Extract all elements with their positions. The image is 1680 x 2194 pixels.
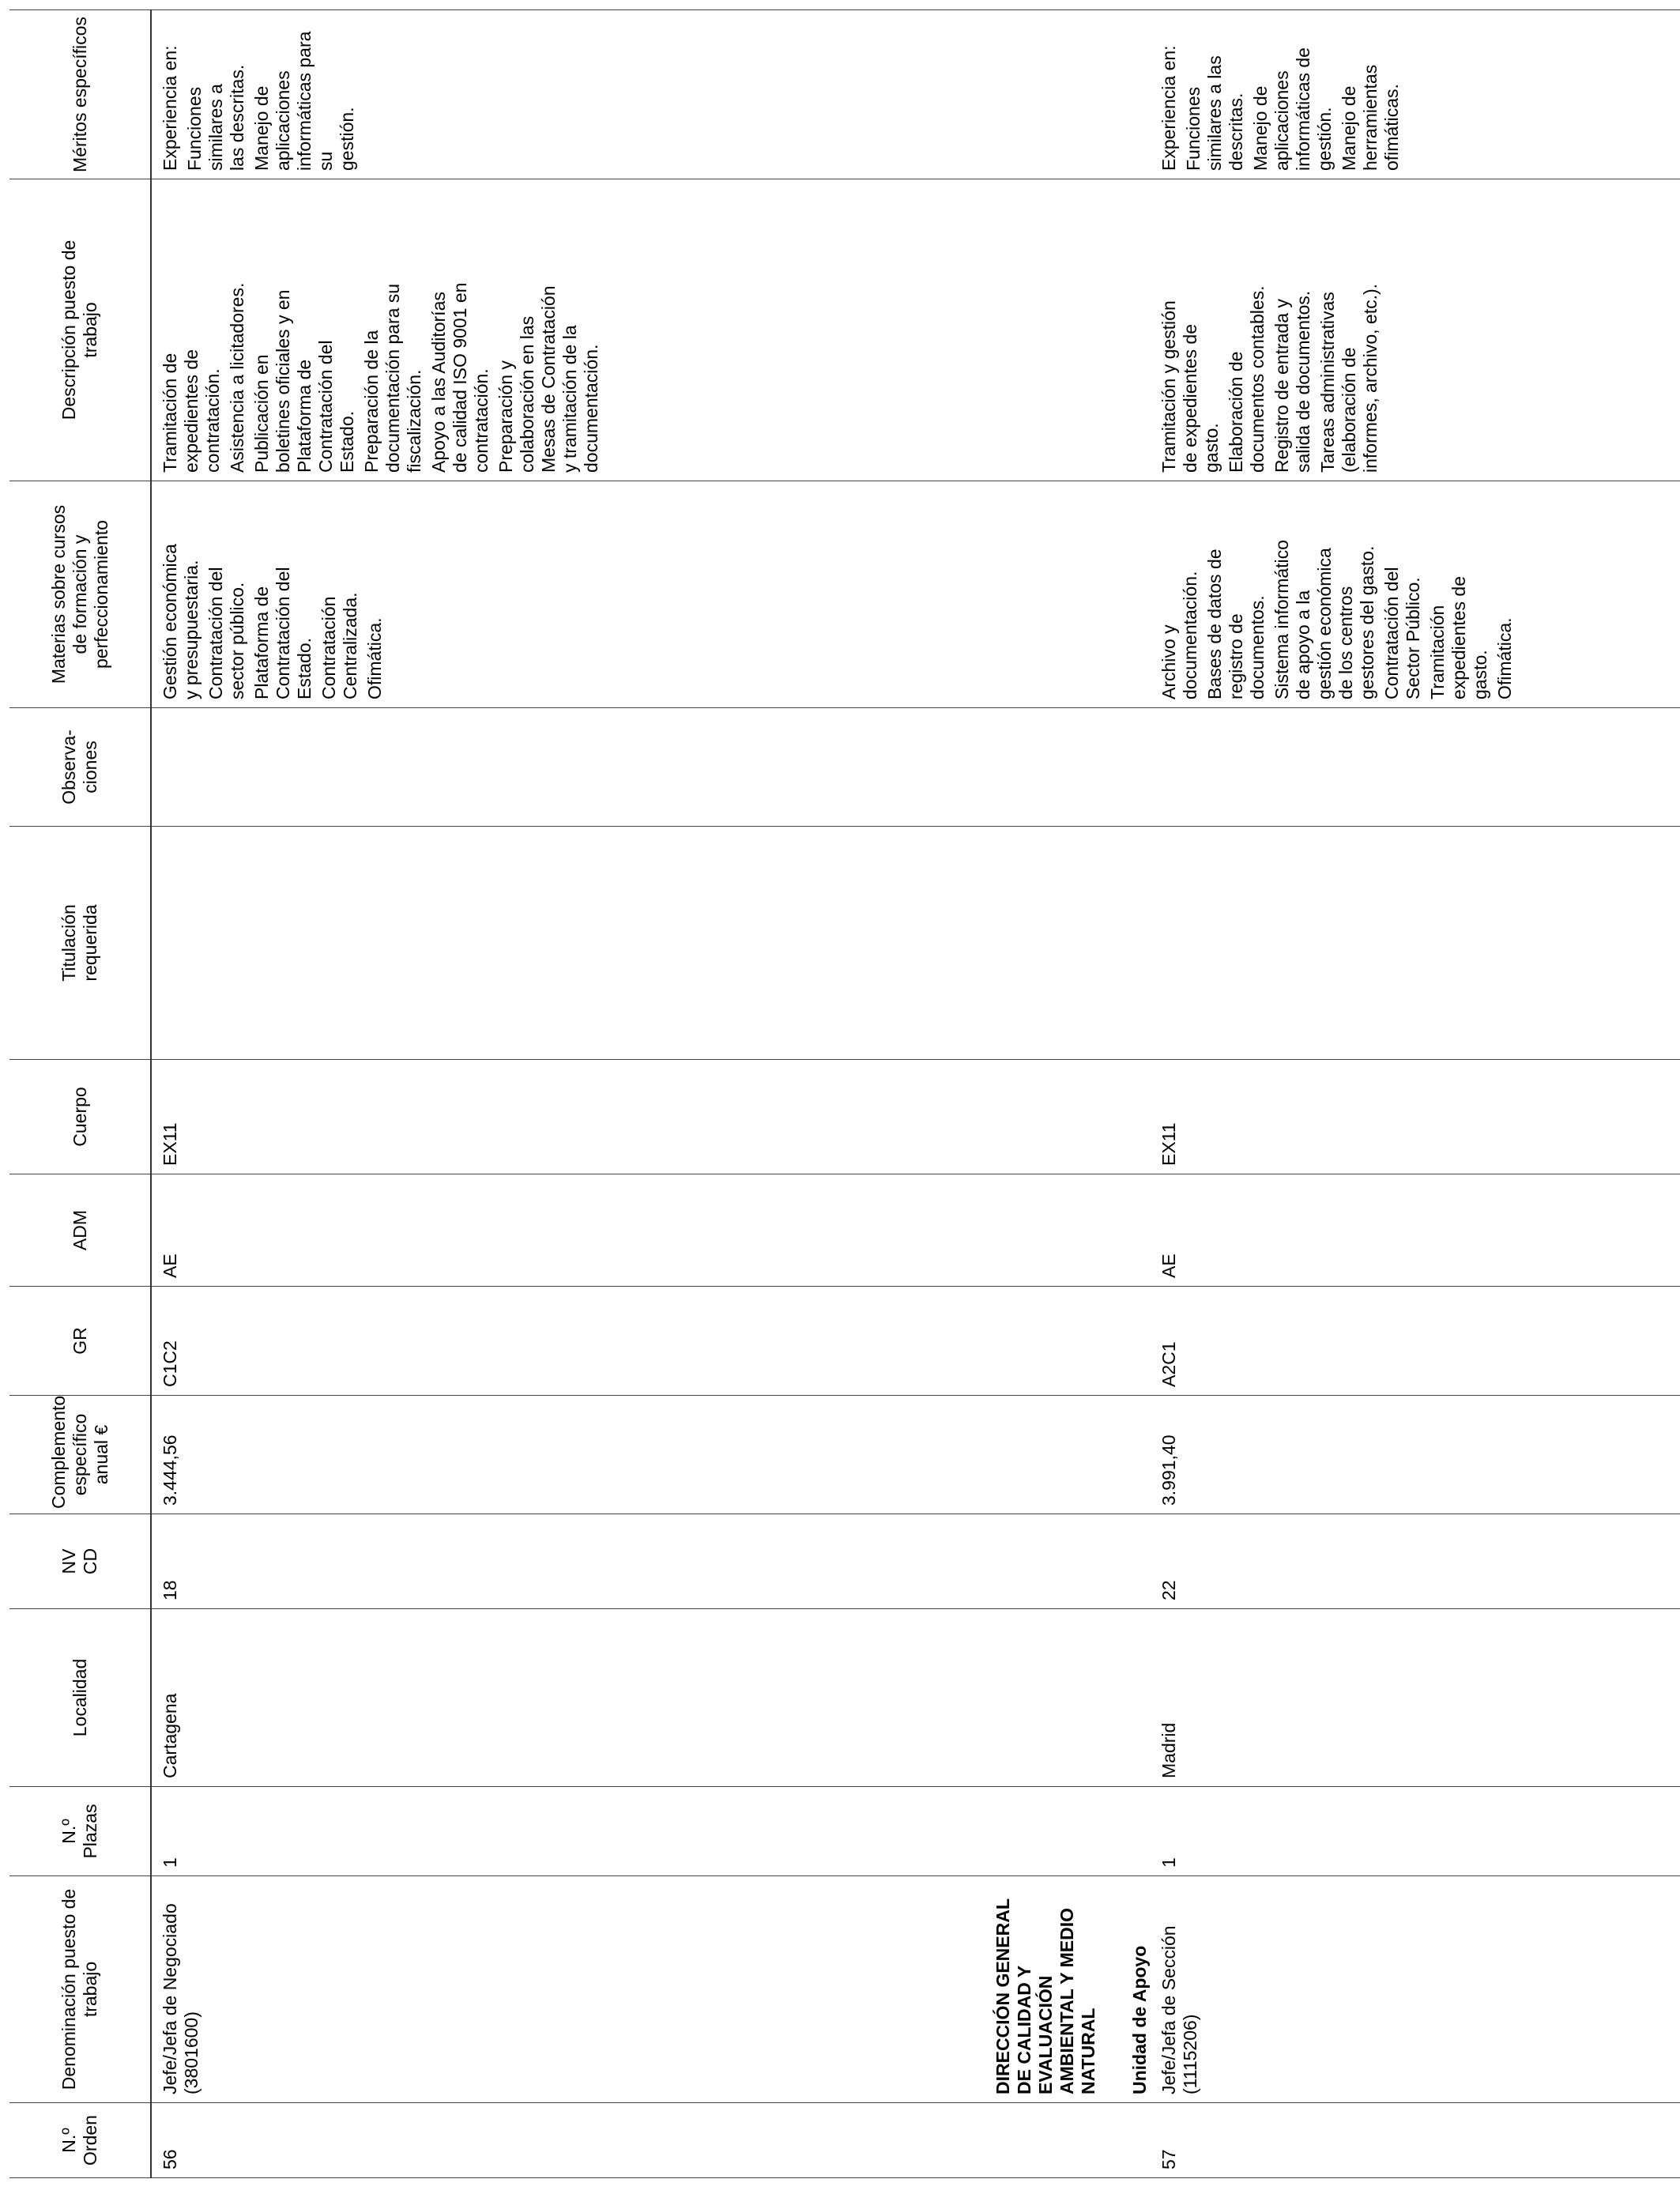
text-line: Materias sobre cursos [47, 504, 69, 684]
text-line: Ofimática. [364, 617, 385, 699]
list-item [251, 187, 358, 473]
text-line: gestores del gasto. [1357, 545, 1377, 699]
cell-orden: 56 [151, 2103, 985, 2178]
text-line: descritas. [1226, 92, 1246, 171]
text-line: N.º [58, 2128, 79, 2153]
text-line: Plazas [80, 1804, 100, 1859]
cell-denominacion [151, 1876, 985, 2103]
cell-descripcion [1151, 179, 1680, 481]
header-nivel [9, 1514, 151, 1609]
cell-observaciones [151, 708, 985, 827]
text-line: Apoyo a las Auditorías [428, 292, 449, 473]
list-item [1494, 489, 1516, 699]
text-line: Jefe/Jefa de Sección [1158, 1925, 1179, 2094]
header-cuerpo [9, 1060, 151, 1174]
table-row [1151, 10, 1680, 2178]
header-complemento [9, 1396, 151, 1514]
table-row [151, 10, 985, 2178]
text-line: Ofimática. [1494, 617, 1515, 699]
text-line: Denominación puesto de [58, 1888, 79, 2090]
text-line: ofimáticas. [1381, 84, 1402, 171]
text-line: documentación para su [382, 283, 403, 473]
cell-titulacion [1151, 827, 1680, 1060]
list-item [160, 18, 181, 171]
text-line: boletines oficiales y en [273, 289, 293, 473]
list-item [428, 187, 492, 473]
text-line: NV [58, 1548, 79, 1574]
cell-nivel: 18 [151, 1514, 985, 1609]
text-line: y presupuestaria. [181, 560, 202, 699]
text-line: documentación. [1180, 571, 1200, 699]
header-localidad [9, 1609, 151, 1787]
list-item [251, 18, 358, 171]
text-line: Méritos específicos [69, 17, 90, 172]
text-line: Manejo de aplicaciones [1250, 70, 1292, 171]
text-line: Complemento [47, 1395, 69, 1509]
text-line: Funciones similares a las [1183, 55, 1225, 171]
text-line: Funciones similares a [184, 84, 226, 171]
text-line: informáticas de gestión. [1293, 47, 1335, 171]
text-line: Archivo y [1158, 624, 1179, 699]
list-item [1317, 187, 1381, 473]
cell-localidad: Cartagena [151, 1609, 985, 1787]
text-line: Experiencia en: [1158, 45, 1179, 171]
list-item [1158, 18, 1180, 171]
header-orden [9, 2103, 151, 2178]
header-denominacion [9, 1876, 151, 2103]
text-line: Preparación y [495, 360, 516, 473]
cell-complemento: 3.444,56 [151, 1396, 985, 1514]
text-line: documentos contables. [1247, 285, 1268, 473]
cell-materias [1151, 481, 1680, 708]
text-line: Experiencia en: [160, 45, 180, 171]
text-line: Plataforma de [251, 586, 272, 699]
cell-denominacion [1151, 1876, 1680, 2103]
cell-plazas: 1 [1151, 1787, 1680, 1876]
text-line: gasto. [1470, 650, 1490, 699]
cell-meritos [1151, 10, 1680, 179]
list-item [205, 489, 248, 699]
text-line: Contratación del [1381, 567, 1402, 699]
text-line: DIRECCIÓN GENERAL [993, 1898, 1013, 2094]
cell-nivel: 22 [1151, 1514, 1680, 1609]
text-line: registro de [1226, 613, 1246, 699]
text-line: documentos. [1247, 595, 1268, 699]
text-line: CD [80, 1547, 100, 1575]
text-line: Sector Público. [1403, 577, 1423, 699]
section-row [985, 10, 1151, 2178]
text-line: DE CALIDAD Y [1014, 1965, 1034, 2094]
header-descripcion [9, 179, 151, 481]
text-line: Contratación del [273, 567, 293, 699]
text-line: Mesas de Contratación [538, 285, 559, 473]
unit-title: Unidad de Apoyo [1129, 1945, 1150, 2094]
text-line: Contratación del [205, 567, 226, 699]
text-line: Tramitación de [160, 352, 180, 473]
text-line: gestión económica [1314, 548, 1335, 699]
text-line: salida de documentos. [1293, 290, 1313, 473]
text-line: AMBIENTAL Y MEDIO [1057, 1908, 1077, 2094]
text-line: NATURAL [1078, 2007, 1098, 2094]
text-line: Preparación de la [361, 330, 382, 473]
cell-adm: AE [1151, 1174, 1680, 1287]
header-grupo [9, 1287, 151, 1396]
text-line: colaboración en las [517, 315, 537, 473]
text-line: Tareas administrativas [1317, 292, 1338, 473]
cell-materias [151, 481, 985, 708]
list-item [1271, 489, 1378, 699]
cell-cuerpo: EX11 [151, 1060, 985, 1174]
list-item [184, 18, 248, 171]
text-line: Sistema informático [1271, 540, 1292, 699]
cell-grupo: A2C1 [1151, 1287, 1680, 1396]
header-row [9, 10, 151, 2178]
list-item [1381, 489, 1424, 699]
text-line: Estado. [337, 411, 357, 473]
text-line: Publicación en [251, 354, 272, 473]
list-item [364, 489, 386, 699]
list-item [1271, 187, 1314, 473]
text-line: fiscalización. [404, 369, 424, 473]
header-titulacion [9, 827, 151, 1060]
text-line: gasto. [1201, 423, 1222, 473]
list-item [1158, 489, 1201, 699]
cell-descripcion [151, 179, 985, 481]
list-item [251, 489, 315, 699]
text-line: Descripción puesto de [58, 239, 79, 420]
text-line: de formación y [69, 534, 90, 654]
list-item [1204, 489, 1268, 699]
text-line: Jefe/Jefa de Negociado [160, 1903, 180, 2094]
text-line: Elaboración de [1226, 351, 1246, 473]
text-line: Orden [80, 2115, 100, 2166]
cell-localidad: Madrid [1151, 1609, 1680, 1787]
text-line: Tramitación y gestión [1158, 300, 1179, 473]
text-line: documentación. [581, 344, 601, 473]
header-materias [9, 481, 151, 708]
list-item [495, 187, 602, 473]
list-item [1226, 187, 1268, 473]
text-line: Contratación del [315, 340, 336, 473]
text-line: Bases de datos de [1204, 548, 1225, 699]
list-item [1339, 18, 1403, 171]
text-line: Asistencia a licitadores. [227, 282, 247, 473]
text-line: perfeccionamiento [90, 520, 111, 669]
text-line: gestión. [337, 107, 357, 171]
text-line: Observa- [58, 729, 79, 805]
cell-observaciones [1151, 708, 1680, 827]
text-line: Localidad [69, 1658, 90, 1737]
text-line: informáticas para su [294, 31, 336, 171]
text-line: de apoyo a la [1293, 590, 1313, 699]
cell-grupo: C1C2 [151, 1287, 985, 1396]
list-item [361, 187, 425, 473]
cell-complemento: 3.991,40 [1151, 1396, 1680, 1514]
header-plazas [9, 1787, 151, 1876]
cell-plazas: 1 [151, 1787, 985, 1876]
cell-meritos [151, 10, 985, 179]
header-meritos [9, 10, 151, 179]
text-line: de expedientes de [1180, 324, 1200, 473]
text-line: Titulación [58, 904, 79, 982]
text-line: (3801600) [181, 2011, 202, 2094]
text-line: Plataforma de [294, 359, 315, 473]
section-title [993, 1884, 1099, 2094]
text-line: las descritas. [227, 64, 247, 171]
text-line: informes, archivo, etc.). [1360, 283, 1381, 473]
header-observaciones [9, 708, 151, 827]
text-line: Tramitación [1427, 605, 1448, 699]
cell-titulacion [151, 827, 985, 1060]
text-line: EVALUACIÓN [1035, 1975, 1056, 2094]
text-line: y tramitación de la [559, 325, 580, 473]
text-line: anual € [90, 1424, 111, 1485]
text-line: Registro de entrada y [1271, 299, 1292, 473]
list-item [1427, 489, 1491, 699]
text-line: específico [69, 1413, 90, 1496]
text-line: sector público. [227, 582, 247, 699]
cell-adm: AE [151, 1174, 985, 1287]
text-line: contratación. [471, 368, 492, 473]
list-item [1183, 18, 1247, 171]
cell-cuerpo: EX11 [1151, 1060, 1680, 1174]
text-line: expedientes de [1448, 575, 1469, 699]
text-line: contratación. [202, 368, 223, 473]
list-item [1158, 187, 1222, 473]
text-line: de calidad ISO 9001 en [450, 282, 470, 473]
text-line: Contratación [318, 596, 339, 699]
text-line: ciones [80, 741, 100, 794]
text-line: Manejo de [1339, 85, 1359, 171]
list-item [160, 187, 224, 473]
text-line: GR [69, 1327, 90, 1355]
section-heading [985, 1876, 1151, 2103]
text-line: expedientes de [181, 349, 202, 473]
header-adm [9, 1174, 151, 1287]
list-item [318, 489, 361, 699]
list-item [227, 187, 248, 473]
text-line: trabajo [80, 302, 100, 358]
list-item [160, 489, 202, 699]
text-line: ADM [69, 1209, 90, 1251]
cell-orden: 57 [1151, 2103, 1680, 2178]
text-line: requerida [80, 904, 100, 982]
text-line: N.º [58, 1819, 79, 1844]
text-line: Estado. [294, 638, 315, 699]
text-line: Manejo de aplicaciones [251, 70, 293, 171]
text-line: de los centros [1335, 586, 1356, 699]
text-line: trabajo [80, 1961, 100, 2018]
text-line: Centralizada. [340, 592, 360, 699]
job-positions-table [9, 9, 1680, 2178]
list-item [1250, 18, 1335, 171]
text-line: herramientas [1360, 64, 1381, 171]
text-line: (1115206) [1180, 2014, 1200, 2094]
text-line: Cuerpo [69, 1087, 90, 1147]
text-line: (elaboración de [1339, 347, 1359, 473]
text-line: Gestión económica [160, 544, 180, 699]
